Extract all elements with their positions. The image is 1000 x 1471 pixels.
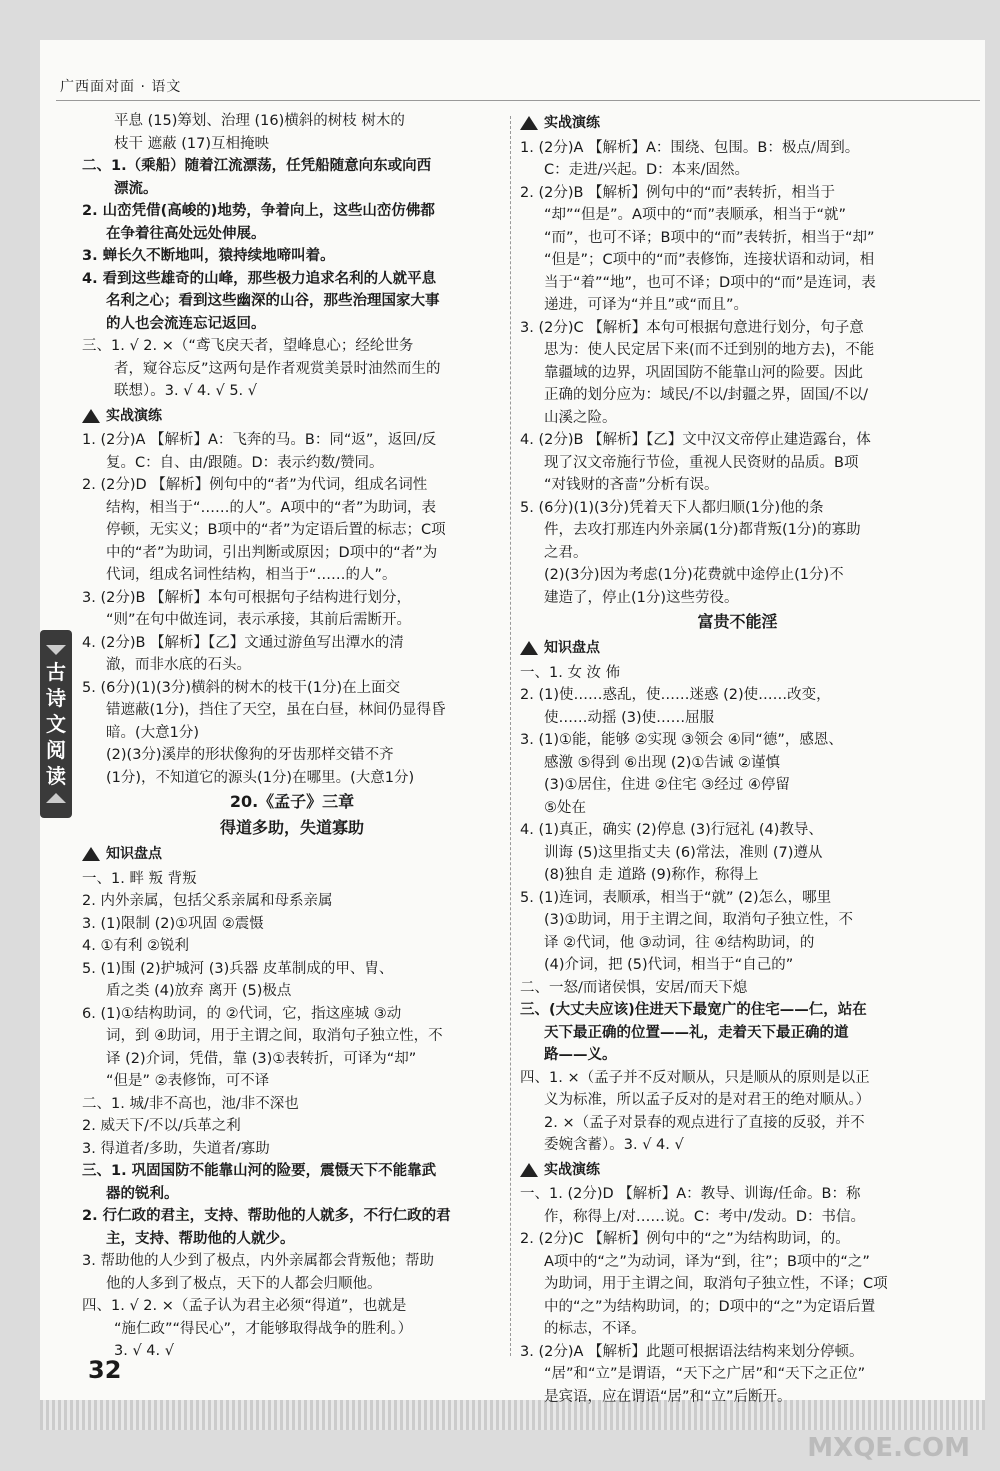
text-line: 器的锐利。	[106, 1185, 179, 1202]
section-heading	[82, 405, 502, 428]
text-line: 感激 ⑤得到 ⑥出现 (2)①告诫 ②谨慎	[544, 754, 780, 771]
text-line: 5. (6分)(1)(3分)凭着天下人都归顺(1分)他的条	[520, 499, 824, 516]
text-line: (3)①居住，住进 ②住宅 ③经过 ④停留	[544, 777, 790, 793]
text-line: 天下最正确的位置——礼，走着天下最正确的道	[544, 1024, 849, 1041]
text-line: 路——义。	[544, 1047, 617, 1063]
text-line: 三、(大丈夫应该)住进天下最宽广的住宅——仁，站在	[520, 1002, 867, 1018]
text-line: 3. (1)①能，能够 ②实现 ③领会 ④同“德”，感恩、	[520, 732, 843, 748]
text-line: 3. 帮助他的人少到了极点，内外亲属都会背叛他；帮助	[82, 1253, 434, 1269]
text-line: 使……动摇 (3)使……屈服	[544, 709, 715, 726]
text-line: 委婉含蓄）。3. √ 4. √	[544, 1137, 684, 1153]
text-line: “而”，也可不译；B项中的“而”表转折，相当于“却”	[544, 229, 875, 246]
text-line: 一、1. 畔 叛 背叛	[82, 870, 197, 887]
text-line: 5. (1)围 (2)护城河 (3)兵器 皮革制成的甲、胄、	[82, 960, 394, 977]
section-heading-text: 实战演练	[544, 1161, 600, 1178]
text-line: 盾之类 (4)放弃 离开 (5)极点	[106, 983, 292, 999]
section-heading	[82, 843, 502, 866]
chapter-title: 20.《孟子》三章	[229, 792, 355, 811]
text-line: 译 ②代词，他 ③动词，往 ④结构助词，的	[544, 934, 815, 951]
text-line: 主，支持、帮助他的人就少。	[106, 1230, 295, 1247]
header-rule	[56, 100, 980, 101]
text-line: (4)介词，把 (5)代词，相当于“自己的”	[544, 957, 794, 973]
text-line: 4. ①有利 ②锐利	[82, 938, 190, 954]
text-line: 译 (2)介词，凭借，靠 (3)①表转折，可译为“却”	[106, 1050, 417, 1067]
text-line: “却”“但是”。A项中的“而”表顺承，相当于“就”	[544, 207, 847, 223]
text-line: 当于“着”“地”，也可不译；D项中的“而”是连词，表	[544, 274, 876, 291]
text-line: 2. (2分)B 【解析】例句中的“而”表转折，相当于	[520, 184, 836, 201]
section-heading-text: 知识盘点	[106, 846, 162, 862]
text-line: 二、1.（乘船）随着江流漂荡，任凭船随意向东或向西	[82, 158, 432, 174]
watermark: MXQE.COM	[807, 1433, 970, 1463]
text-line: 2. (2分)C 【解析】例句中的“之”为结构助词，的。	[520, 1231, 850, 1247]
left-column	[82, 110, 502, 1363]
text-line: 二、1. 城/非不高也，池/非不深也	[82, 1095, 299, 1112]
text-line: 联想）。3. √ 4. √ 5. √	[114, 383, 258, 399]
text-line: 2. 威天下/不以/兵革之利	[82, 1118, 241, 1134]
text-line: 4. 看到这些雄奇的山峰，那些极力追求名利的人就平息	[82, 270, 437, 287]
text-line: (3)①助词，用于主谓之间，取消句子独立性，不	[544, 912, 854, 928]
running-header: 广西面对面 · 语文	[60, 79, 182, 95]
text-line: (8)独自 走 道路 (9)称作，称得上	[544, 867, 759, 883]
text-line: 件，去攻打那连内外亲属(1分)都背叛(1分)的寡助	[544, 522, 861, 538]
right-column	[520, 110, 955, 1408]
text-line: 的标志，不译。	[544, 1321, 646, 1337]
text-line: 在争着往高处远处伸展。	[106, 225, 266, 242]
text-line: 1. (2分)A 【解析】A：飞奔的马。B：同“返”，返回/反	[82, 432, 437, 448]
text-line: 3. (2分)C 【解析】本句可根据句意进行划分，句子意	[520, 319, 864, 336]
text-line: (2)(3分)因为考虑(1分)花费就中途停止(1分)不	[544, 567, 844, 583]
text-line: 3. 蝉长久不断地叫，猿持续地啼叫着。	[82, 248, 335, 264]
chevron-up-icon	[46, 793, 66, 803]
text-line: 3. 得道者/多助，失道者/寡助	[82, 1140, 270, 1157]
text-line: 3. (1)限制 (2)①巩固 ②震慑	[82, 915, 264, 932]
text-line: 四、1. ×（孟子并不反对顺从，只是顺从的原则是以正	[520, 1069, 870, 1086]
text-line: 四、1. √ 2. ×（孟子认为君主必须“得道”，也就是	[82, 1298, 407, 1314]
text-line: 结构，相当于“……的人”。A项中的“者”为助词，表	[106, 499, 436, 516]
text-line: 1. (2分)A 【解析】A：围绕、包围。B：极点/周到。	[520, 139, 860, 156]
text-line: 2. 内外亲属，包括父系亲属和母系亲属	[82, 893, 333, 909]
text-line: 暗。(大意1分)	[106, 724, 200, 741]
text-line: 2. 山峦凭借(高峻的)地势，争着向上，这些山峦仿佛都	[82, 203, 435, 219]
text-line: 枝干 遮蔽 (17)互相掩映	[114, 135, 269, 152]
text-line: 2. 行仁政的君主，支持、帮助他的人就多，不行仁政的君	[82, 1208, 451, 1224]
triangle-icon	[520, 641, 538, 655]
text-line: 一、1. 女 汝 佈	[520, 664, 621, 681]
text-line: A项中的“之”为动词，译为“到，往”；B项中的“之”	[544, 1253, 870, 1270]
text-line: 2. (2分)D 【解析】例句中的“者”为代词，组成名词性	[82, 477, 428, 493]
text-line: 平息 (15)筹划、治理 (16)横斜的树枝 树木的	[114, 113, 405, 129]
text-line: “施仁政”“得民心”，才能够取得战争的胜利。）	[114, 1320, 413, 1337]
text-line: 漂流。	[114, 180, 158, 197]
chevron-down-icon	[46, 645, 66, 655]
text-line: 4. (2分)B 【解析】【乙】文通过游鱼写出潭水的清	[82, 634, 404, 651]
text-line: 之君。	[544, 544, 588, 561]
text-line: C：走进/兴起。D：本来/固然。	[544, 162, 750, 178]
text-line: 停顿，无实义；B项中的“者”为定语后置的标志；C项	[106, 522, 446, 538]
text-line: ⑤处在	[544, 799, 586, 816]
triangle-icon	[520, 1163, 538, 1177]
text-line: 3. (2分)A 【解析】此题可根据语法结构来划分停顿。	[520, 1343, 864, 1360]
text-line: 递进，可译为“并且”或“而且”。	[544, 297, 749, 313]
text-line: 正确的划分应为：域民/不以/封疆之界，固国/不以/	[544, 387, 869, 403]
text-line: “对钱财的吝啬”分析有误。	[544, 477, 719, 493]
text-line: “居”和“立”是谓语，“天下之广居”和“天下之正位”	[544, 1366, 866, 1382]
text-line: 代词，组成名词性结构，相当于“……的人”。	[106, 567, 397, 583]
text-line: 2. ×（孟子对景春的观点进行了直接的反驳，并不	[544, 1114, 865, 1131]
section-heading-text: 知识盘点	[544, 640, 600, 656]
text-line: 复。C：自、由/跟随。D：表示约数/赞同。	[106, 454, 384, 471]
text-line: 中的“者”为助词，引出判断或原因；D项中的“者”为	[106, 544, 438, 561]
side-tab-label: 古诗文阅读	[46, 660, 66, 788]
text-line: 澈，而非水底的石头。	[106, 657, 251, 673]
text-line: 词，到 ④助词，用于主谓之间，取消句子独立性，不	[106, 1028, 443, 1044]
text-line: 3. √ 4. √	[114, 1343, 174, 1359]
text-line: 他的人多到了极点，天下的人都会归顺他。	[106, 1275, 382, 1292]
text-line: “但是” ②表修饰，可不译	[106, 1073, 270, 1089]
section-heading-text: 实战演练	[106, 407, 162, 424]
text-line: 4. (1)真正，确实 (2)停息 (3)行冠礼 (4)教导、	[520, 822, 823, 838]
text-line: 现了汉文帝施行节俭，重视人民资财的品质。B项	[544, 454, 859, 471]
text-line: 是宾语，应在谓语“居”和“立”后断开。	[544, 1388, 792, 1405]
text-line: 义为标准，所以孟子反对的是对君王的绝对顺从。）	[544, 1092, 871, 1108]
text-line: 5. (1)连词，表顺承，相当于“就” (2)怎么，哪里	[520, 889, 832, 906]
text-line: 为助词，用于主谓之间，取消句子独立性，不译；C项	[544, 1276, 888, 1292]
section-heading	[520, 112, 955, 135]
triangle-icon	[520, 116, 538, 130]
text-line: 三、1. 巩固国防不能靠山河的险要，震慑天下不能靠武	[82, 1163, 437, 1179]
text-line: 建造了，停止(1分)这些劳役。	[544, 589, 739, 606]
text-line: 三、1. √ 2. ×（“鸢飞戾天者，望峰息心；经纶世务	[82, 338, 414, 354]
section-heading-text: 实战演练	[544, 115, 600, 131]
chapter-title: 得道多助，失道寡助	[219, 818, 364, 837]
column-divider	[510, 116, 511, 1356]
chapter-title: 富贵不能淫	[697, 612, 778, 631]
text-line: 5. (6分)(1)(3分)横斜的树木的枝干(1分)在上面交	[82, 679, 401, 696]
text-line: 2. (1)使……惑乱，使……迷惑 (2)使……改变，	[520, 687, 831, 703]
text-line: 错遮蔽(1分)，挡住了天空，虽在白昼，林间仍显得昏	[106, 702, 446, 718]
section-heading	[520, 1159, 955, 1182]
text-line: 名利之心；看到这些幽深的山谷，那些治理国家大事	[106, 293, 440, 309]
text-line: “则”在句中做连词，表示承接，其前后需断开。	[106, 612, 412, 628]
text-line: 山溪之险。	[544, 409, 617, 426]
triangle-icon	[82, 409, 100, 423]
text-line: 训诲 (5)这里指丈夫 (6)常法，准则 (7)遵从	[544, 844, 823, 861]
text-line: 4. (2分)B 【解析】【乙】文中汉文帝停止建造露台，体	[520, 432, 871, 448]
triangle-icon	[82, 847, 100, 861]
section-heading	[520, 637, 955, 660]
text-line: 思为：使人民定居下来(而不迁到别的地方去)，不能	[544, 342, 875, 358]
text-line: “但是”；C项中的“而”表修饰，连接状语和动词，相	[544, 252, 875, 268]
text-line: 靠疆域的边界，巩固国防不能靠山河的险要。因此	[544, 364, 863, 381]
text-line: (2)(3分)溪岸的形状像狗的牙齿那样交错不齐	[106, 747, 394, 763]
text-line: (1分)，不知道它的源头(1分)在哪里。(大意1分)	[106, 769, 415, 786]
text-line: 的人也会流连忘记返回。	[106, 315, 266, 332]
text-line: 一、1. (2分)D 【解析】A：教导、训诲/任命。B：称	[520, 1186, 861, 1202]
page-number: 32	[88, 1356, 122, 1384]
text-line: 者，窥谷忘反”这两句是作者观赏美景时油然而生的	[114, 360, 441, 377]
section-side-tab	[40, 630, 72, 818]
text-line: 中的“之”为结构助词，的；D项中的“之”为定语后置	[544, 1298, 876, 1315]
text-line: 3. (2分)B 【解析】本句可根据句子结构进行划分，	[82, 589, 412, 606]
text-line: 6. (1)①结构助词，的 ②代词，它，指这座城 ③动	[82, 1005, 402, 1022]
text-line: 二、一怒/而诸侯惧，安居/而天下熄	[520, 979, 748, 996]
text-line: 作，称得上/对……说。C：考中/发动。D：书信。	[544, 1208, 866, 1225]
